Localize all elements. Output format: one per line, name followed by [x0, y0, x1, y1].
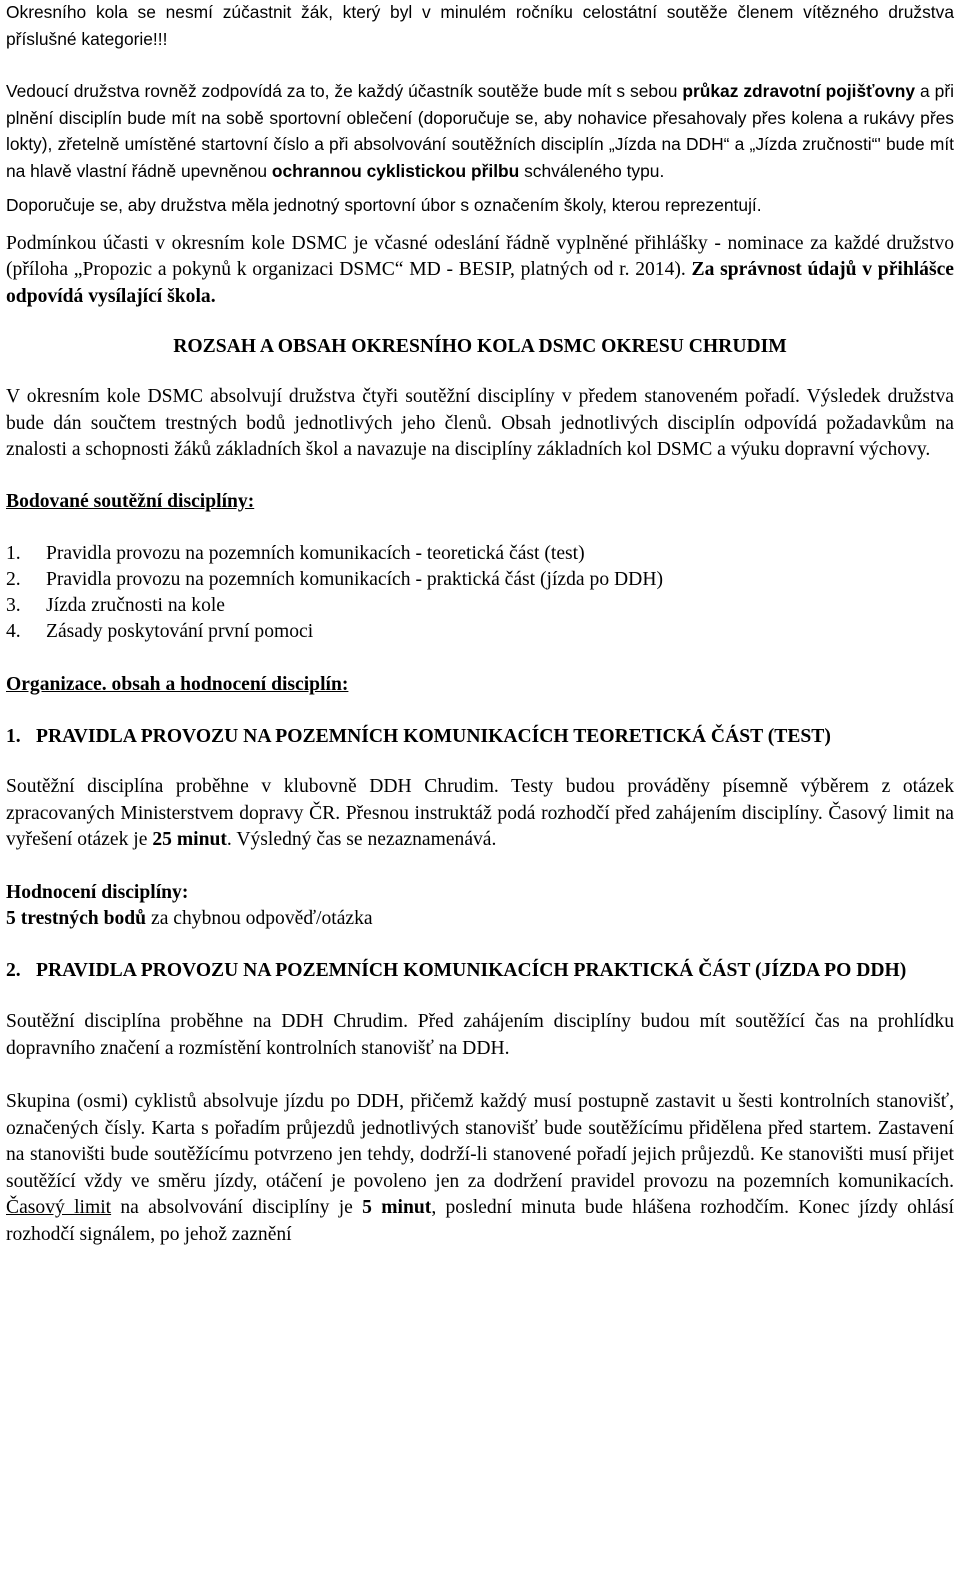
- section-1-title: PRAVIDLA PROVOZU NA POZEMNÍCH KOMUNIKACÍCH TEORETICKÁ ČÁST (TEST): [36, 725, 831, 747]
- scored-disciplines-list: [6, 541, 954, 645]
- penalty-points-emphasis: 5 trestných bodů: [6, 908, 147, 929]
- team-leader-text-a: Vedoucí družstva rovněž zodpovídá za to, že každý účastník soutěže bude mít s sebou: [6, 81, 683, 101]
- section-1-evaluation: [6, 906, 954, 933]
- scored-disciplines-title: Bodované soutěžní disciplíny:: [6, 490, 255, 512]
- section-2-number: 2.: [6, 959, 21, 981]
- team-leader-text-c: a při plnění disciplín bude mít na sobě sportovní oblečení (doporučuje se, aby nohavice přesahovaly přes kolena a rukávy přes lokty), zřetelně umístěné startovní číslo a při absolvování soutěžních disciplín „Jízda na DDH“ a „Jízda zručnosti“' bude mít na hlavě vlastní řádně upevněnou: [6, 81, 954, 181]
- school-responsibility-emphasis: Za správnost údajů v přihlášce odpovídá vysílající škola.: [6, 259, 954, 307]
- list-item-number: 4.: [6, 620, 21, 642]
- time-limit-underlined: Časový limit: [6, 1197, 112, 1218]
- organization-title: Organizace. obsah a hodnocení disciplín:: [6, 673, 349, 695]
- section-2-title: PRAVIDLA PROVOZU NA POZEMNÍCH KOMUNIKACÍCH PRAKTICKÁ ČÁST (JÍZDA PO DDH): [36, 959, 907, 981]
- section-2-heading: [6, 958, 954, 985]
- round-scope-heading: ROZSAH A OBSAH OKRESNÍHO KOLA DSMC OKRESU CHRUDIM: [173, 336, 787, 357]
- list-item: [6, 567, 954, 593]
- eligibility-notice: Okresního kola se nesmí zúčastnit žák, který byl v minulém ročníku celostátní soutěže členem vítězného družstva příslušné kategorie!!!: [6, 2, 954, 49]
- evaluation-title: Hodnocení disciplíny:: [6, 881, 189, 903]
- list-item: [6, 541, 954, 567]
- section-1-heading: [6, 724, 954, 751]
- section-2-rules-b: na absolvování disciplíny je: [111, 1197, 363, 1218]
- section-2-intro: Soutěžní disciplína proběhne na DDH Chrudim. Před zahájením disciplíny budou mít soutěžící čas na prohlídku dopravního značení a rozmístění kontrolních stanovišť na DDH.: [6, 1011, 954, 1059]
- list-item-text: Jízda zručnosti na kole: [46, 594, 226, 616]
- participation-condition: [6, 231, 954, 311]
- penalty-points-text: za chybnou odpověď/otázka: [146, 908, 373, 929]
- section-1-evaluation-title: [6, 880, 954, 907]
- team-leader-responsibility: [6, 78, 954, 184]
- list-item-number: 2.: [6, 568, 21, 590]
- round-scope-description: V okresním kole DSMC absolvují družstva čtyři soutěžní disciplíny v předem stanoveném pořadí. Výsledek družstva bude dán součtem trestných bodů jednotlivých jeho členů. Obsah jednotlivých disciplín odpovídá požadavkům na znalosti a schopnosti žáků základních škol a navazuje na disciplíny základních kol DSMC a výuku dopravní výchovy.: [6, 386, 954, 460]
- list-item-text: Zásady poskytování první pomoci: [46, 620, 314, 642]
- list-item-number: 1.: [6, 542, 21, 564]
- five-minutes-emphasis: 5 minut: [362, 1197, 432, 1218]
- section-1-text-b: . Výsledný čas se nezaznamenává.: [226, 829, 497, 850]
- section-2-rules-a: Skupina (osmi) cyklistů absolvuje jízdu po DDH, přičemž každý musí postupně zastavit u šesti kontrolních stanovišť, označených čísly. Karta s pořadím průjezdů jednotlivých stanovišť bude soutěžícímu přidělena před startem. Zastavení na stanovišti bude soutěžícímu potvrzeno jen tehdy, dodrží-li stanovené pořadí jejich průjezdů. Ke stanovišti musí přijet soutěžící vždy ve směru jízdy, otáčení je povoleno jen za dodržení pravidel provozu na pozemních komunikacích.: [6, 1091, 954, 1192]
- section-1-text-a: Soutěžní disciplína proběhne v klubovně DDH Chrudim. Testy budou prováděny písemně výběrem z otázek zpracovaných Ministerstvem dopravy ČR. Přesnou instruktáž podá rozhodčí před zahájením disciplíny. Časový limit na vyřešení otázek je: [6, 776, 954, 850]
- list-item: [6, 619, 954, 645]
- section-1-description: [6, 774, 954, 854]
- uniform-recommendation: Doporučuje se, aby družstva měla jednotný sportovní úbor s označením školy, kterou reprezentují.: [6, 195, 762, 215]
- list-item-text: Pravidla provozu na pozemních komunikacích - praktická část (jízda po DDH): [46, 568, 663, 590]
- list-item-text: Pravidla provozu na pozemních komunikacích - teoretická část (test): [46, 542, 585, 564]
- team-leader-text-e: schváleného typu.: [519, 160, 665, 181]
- list-item-number: 3.: [6, 594, 21, 616]
- participation-text: Podmínkou účasti v okresním kole DSMC je včasné odeslání řádně vyplněné přihlášky - nominace za každé družstvo (příloha „Propozic a pokynů k organizaci DSMC“ MD - BESIP, platných od r. 2014).: [6, 232, 954, 280]
- helmet-emphasis: ochrannou cyklistickou přilbu: [271, 160, 520, 181]
- time-limit-emphasis: 25 minut: [152, 829, 227, 850]
- section-1-number: 1.: [6, 725, 21, 747]
- insurance-card-emphasis: průkaz zdravotní pojišťovny: [682, 81, 916, 101]
- section-2-rules-c: , poslední minuta bude hlášena rozhodčím. Konec jízdy ohlásí rozhodčí signálem, po jehož zaznění: [6, 1197, 954, 1245]
- section-2-rules: [6, 1089, 954, 1248]
- list-item: [6, 593, 954, 619]
